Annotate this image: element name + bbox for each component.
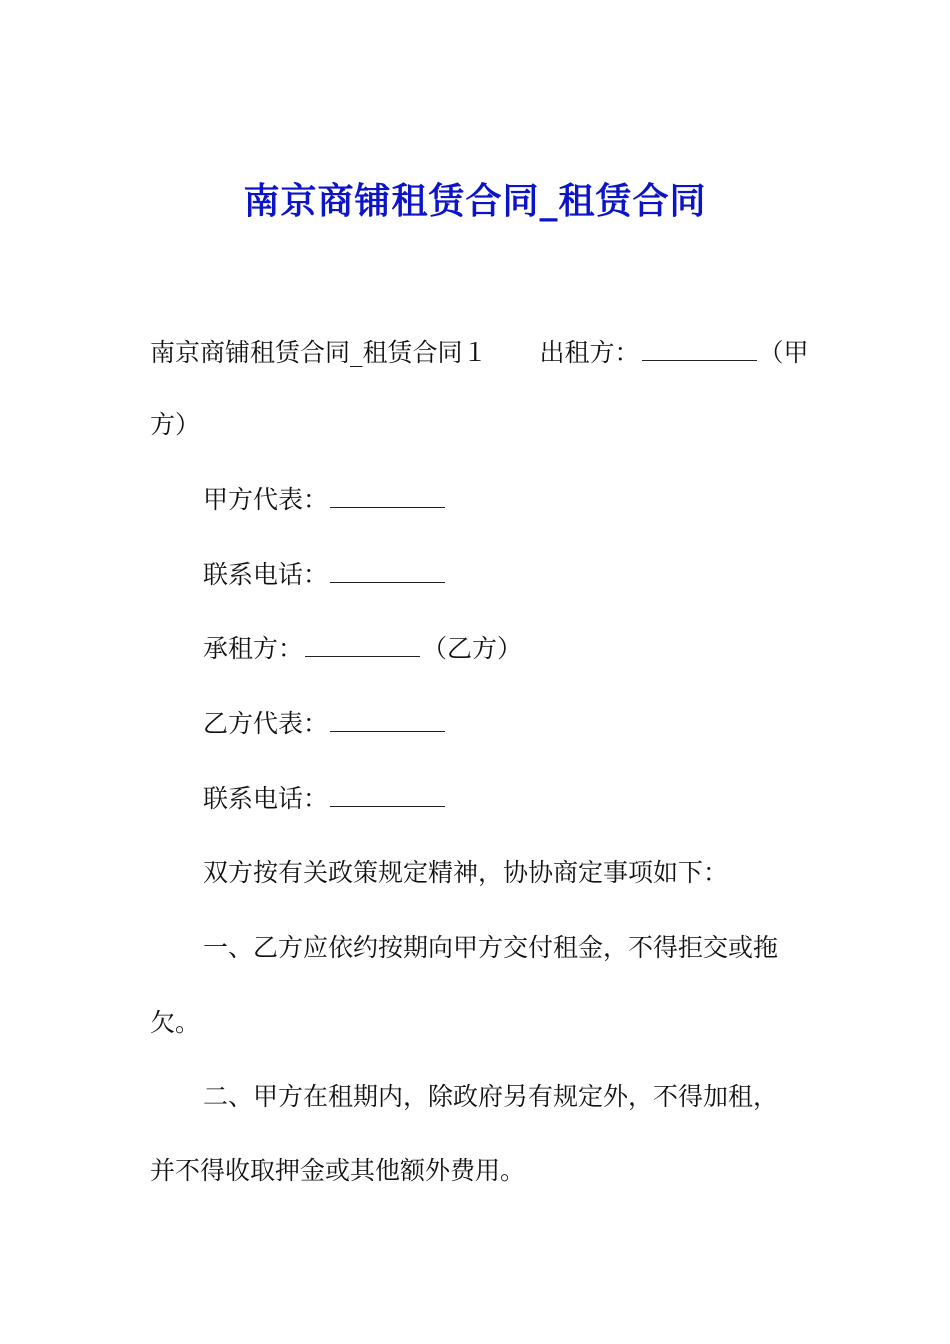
party-a-rep-blank: [330, 485, 445, 508]
party-b-phone-label: 联系电话：: [203, 784, 329, 813]
party-b-rep-label: 乙方代表：: [203, 709, 329, 738]
party-b-rep-blank: [330, 709, 445, 732]
party-a-rep-label: 甲方代表：: [203, 485, 329, 514]
clause-1-line-1: 一、乙方应依约按期向甲方交付租金，不得拒交或拖: [203, 933, 779, 962]
clause-1-line-2: 欠。: [150, 1008, 201, 1037]
clause-2-line-2: 并不得收取押金或其他额外费用。: [150, 1156, 526, 1185]
party-a-phone-label: 联系电话：: [203, 560, 329, 589]
party-b-phone-line: [203, 784, 863, 814]
intro-heading: 南京商铺租赁合同_租赁合同１: [150, 338, 488, 367]
clause-2-line-1: 二、甲方在租期内，除政府另有规定外，不得加租，: [203, 1082, 779, 1111]
intro-line: [150, 338, 810, 368]
party-b-rep-line: [203, 709, 863, 739]
lessor-suffix-cont: 方）: [150, 410, 201, 439]
intro-line-cont: [150, 410, 810, 440]
party-a-rep-line: [203, 485, 863, 515]
lessee-label: 承租方：: [203, 634, 304, 663]
lessor-blank: [642, 338, 757, 361]
lessor-label: 出租方：: [539, 338, 640, 367]
agreement-intro: 双方按有关政策规定精神，协协商定事项如下：: [203, 858, 729, 887]
lessee-line: [203, 634, 863, 664]
lessee-blank: [305, 634, 420, 657]
lessee-suffix: （乙方）: [422, 634, 523, 663]
document-title: 南京商铺租赁合同_租赁合同: [243, 181, 707, 222]
party-b-phone-blank: [330, 784, 445, 807]
party-a-phone-line: [203, 560, 863, 590]
lessor-suffix: （甲: [758, 338, 809, 367]
party-a-phone-blank: [330, 560, 445, 583]
